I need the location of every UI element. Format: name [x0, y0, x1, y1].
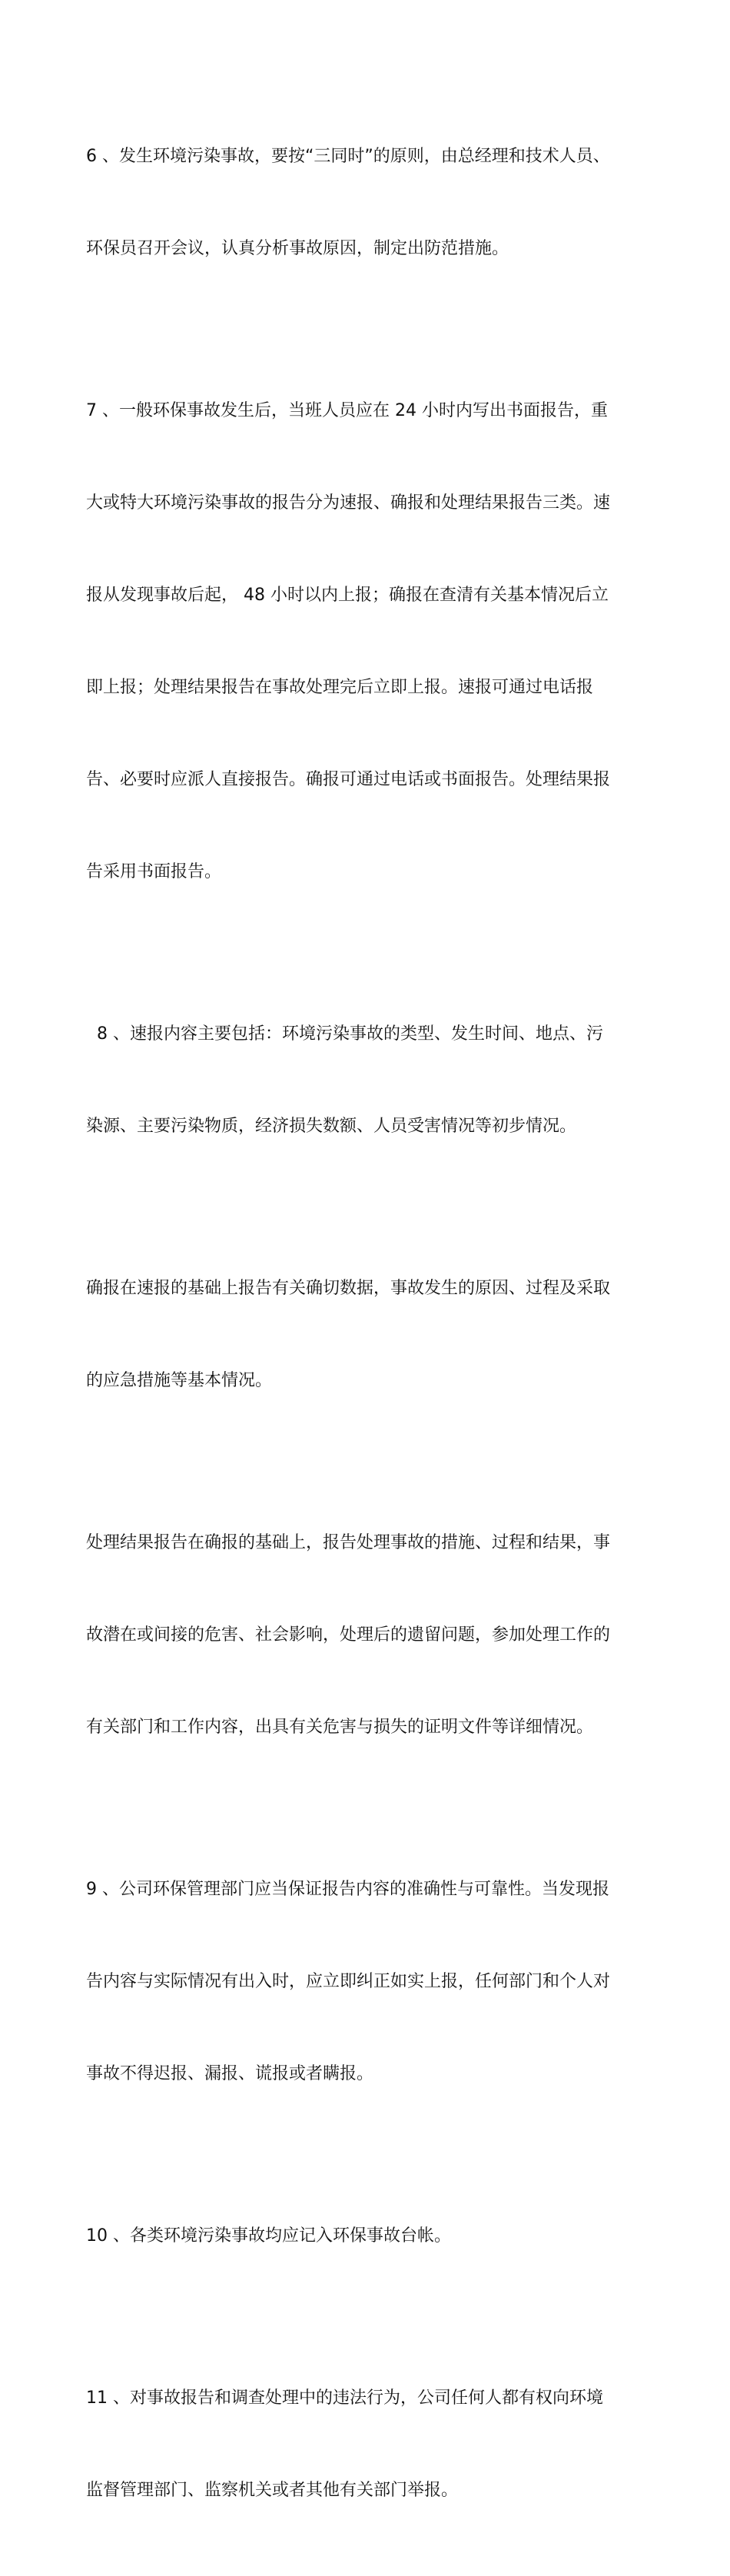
text-line: 7 、一般环保事故发生后，当班人员应在 24 小时内写出书面报告，重: [86, 401, 608, 420]
text-line: 9 、公司环保管理部门应当保证报告内容的准确性与可靠性。当发现报: [86, 1880, 609, 1899]
text-line: 有关部门和工作内容，出具有关危害与损失的证明文件等详细情况。: [86, 1718, 594, 1737]
text-line: 环保员召开会议，认真分析事故原因，制定出防范措施。: [86, 239, 509, 258]
paragraph-item-9: [86, 1813, 645, 2151]
text-line: 事故不得迟报、漏报、谎报或者瞒报。: [86, 2064, 374, 2083]
text-line: 告采用书面报告。: [86, 862, 222, 881]
paragraph-confirm-report: [86, 1212, 645, 1458]
document-page: [86, 80, 645, 2576]
text-line: 11 、对事故报告和调查处理中的违法行为，公司任何人都有权向环境: [86, 2388, 603, 2408]
text-line: 即上报；处理结果报告在事故处理完后立即上报。速报可通过电话报: [86, 678, 594, 697]
paragraph-result-report: [86, 1466, 645, 1804]
text-line: 处理结果报告在确报的基础上，报告处理事故的措施、过程和结果，事: [86, 1533, 611, 1552]
text-line: 告内容与实际情况有出入时，应立即纠正如实上报，任何部门和个人对: [86, 1972, 611, 1991]
text-line: 染源、主要污染物质，经济损失数额、人员受害情况等初步情况。: [86, 1117, 577, 1136]
text-line: 大或特大环境污染事故的报告分为速报、确报和处理结果报告三类。速: [86, 493, 611, 513]
paragraph-item-6: [86, 80, 645, 326]
text-line: 监督管理部门、监察机关或者其他有关部门举报。: [86, 2481, 459, 2500]
text-line: 故潜在或间接的危害、社会影响，处理后的遗留问题，参加处理工作的: [86, 1625, 611, 1645]
text-line: 确报在速报的基础上报告有关确切数据，事故发生的原因、过程及采取: [86, 1279, 611, 1298]
paragraph-item-7: [86, 334, 645, 949]
text-line: 8 、速报内容主要包括：环境污染事故的类型、发生时间、地点、污: [86, 1024, 603, 1044]
text-line: 10 、各类环境污染事故均应记入环保事故台帐。: [86, 2226, 451, 2246]
text-line: 告、必要时应派人直接报告。确报可通过电话或书面报告。处理结果报: [86, 770, 611, 789]
text-line: 报从发现事故后起， 48 小时以内上报；确报在查清有关基本情况后立: [86, 586, 609, 605]
text-line: 6 、发生环境污染事故，要按“三同时”的原则，由总经理和技术人员、: [86, 147, 610, 166]
paragraph-item-8: [86, 958, 645, 1203]
paragraph-item-10: [86, 2159, 645, 2313]
text-line: 的应急措施等基本情况。: [86, 1371, 273, 1390]
paragraph-item-11: [86, 2322, 645, 2568]
